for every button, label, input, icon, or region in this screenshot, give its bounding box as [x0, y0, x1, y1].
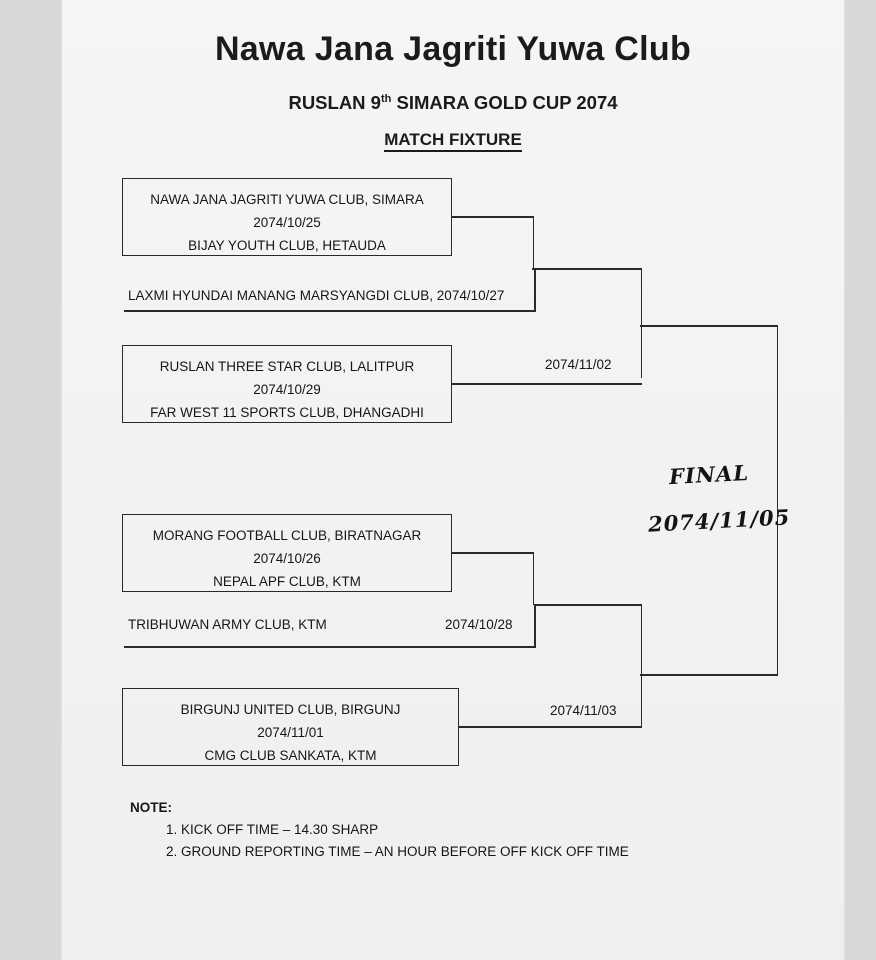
semi1-vertical: [641, 268, 643, 378]
note-item-2: 2. GROUND REPORTING TIME – AN HOUR BEFORE OFF KICK OFF TIME: [166, 844, 629, 859]
semi2-date: 2074/11/03: [550, 703, 617, 718]
bye-2-label: TRIBHUWAN ARMY CLUB, KTM: [128, 617, 327, 632]
connector-match2-horizontal: [452, 383, 642, 385]
match2-team-b: FAR WEST 11 SPORTS CLUB, DHANGADHI: [150, 405, 424, 421]
match4-team-a: BIRGUNJ UNITED CLUB, BIRGUNJ: [180, 702, 401, 717]
page-title: Nawa Jana Jagriti Yuwa Club: [214, 30, 692, 68]
connector-match3-vertical: [533, 552, 535, 605]
match-fixture-text: MATCH FIXTURE: [384, 130, 522, 152]
match-box-2: [122, 345, 452, 423]
bye-1-label: LAXMI HYUNDAI MANANG MARSYANGDI CLUB, 2074/10/27: [128, 288, 505, 303]
match2-team-a: RUSLAN THREE STAR CLUB, LALITPUR: [159, 359, 415, 374]
subtitle-pre: RUSLAN 9: [288, 92, 381, 113]
tournament-subtitle: [62, 92, 844, 114]
match-box-4: [122, 688, 459, 766]
semi2-vertical: [641, 604, 643, 727]
bye2-join-vertical: [534, 604, 536, 647]
match3-date: 2074/10/26: [253, 551, 321, 567]
semi2-to-final: [640, 674, 778, 676]
semi1-date: 2074/11/02: [545, 357, 612, 372]
final-label: FINAL: [668, 459, 750, 490]
connector-match1-vertical: [533, 216, 535, 269]
match2-date: 2074/10/29: [253, 382, 321, 398]
final-vertical: [777, 325, 779, 675]
bye1-join-vertical: [534, 268, 536, 311]
match-box-1: [122, 178, 452, 256]
semi1-to-final: [640, 325, 778, 327]
match1-date: 2074/10/25: [253, 215, 321, 231]
bye-2-date: 2074/10/28: [445, 617, 513, 632]
final-date: 2074/11/05: [647, 504, 791, 537]
document-page: [62, 0, 844, 960]
connector-match1-horizontal: [452, 216, 534, 218]
connector-match4-horizontal: [459, 726, 642, 728]
match-box-3: [122, 514, 452, 592]
match-fixture-label: [62, 130, 844, 150]
match3-team-b: NEPAL APF CLUB, KTM: [213, 574, 361, 590]
bye-1-underline: [124, 310, 536, 312]
match4-date: 2074/11/01: [257, 725, 324, 741]
match1-team-b: BIJAY YOUTH CLUB, HETAUDA: [188, 238, 386, 254]
subtitle-post: SIMARA GOLD CUP 2074: [391, 92, 618, 113]
note-item-1: 1. KICK OFF TIME – 14.30 SHARP: [166, 822, 379, 837]
subtitle-ordinal: th: [380, 92, 392, 105]
match4-team-b: CMG CLUB SANKATA, KTM: [204, 748, 377, 764]
semi1-top-feed: [534, 268, 642, 270]
note-heading: NOTE:: [130, 800, 172, 815]
match3-team-a: MORANG FOOTBALL CLUB, BIRATNAGAR: [152, 528, 422, 543]
semi2-top-feed: [534, 604, 642, 606]
match1-team-a: NAWA JANA JAGRITI YUWA CLUB, SIMARA: [150, 192, 424, 207]
connector-match3-horizontal: [452, 552, 534, 554]
bye-2-underline: [124, 646, 536, 648]
